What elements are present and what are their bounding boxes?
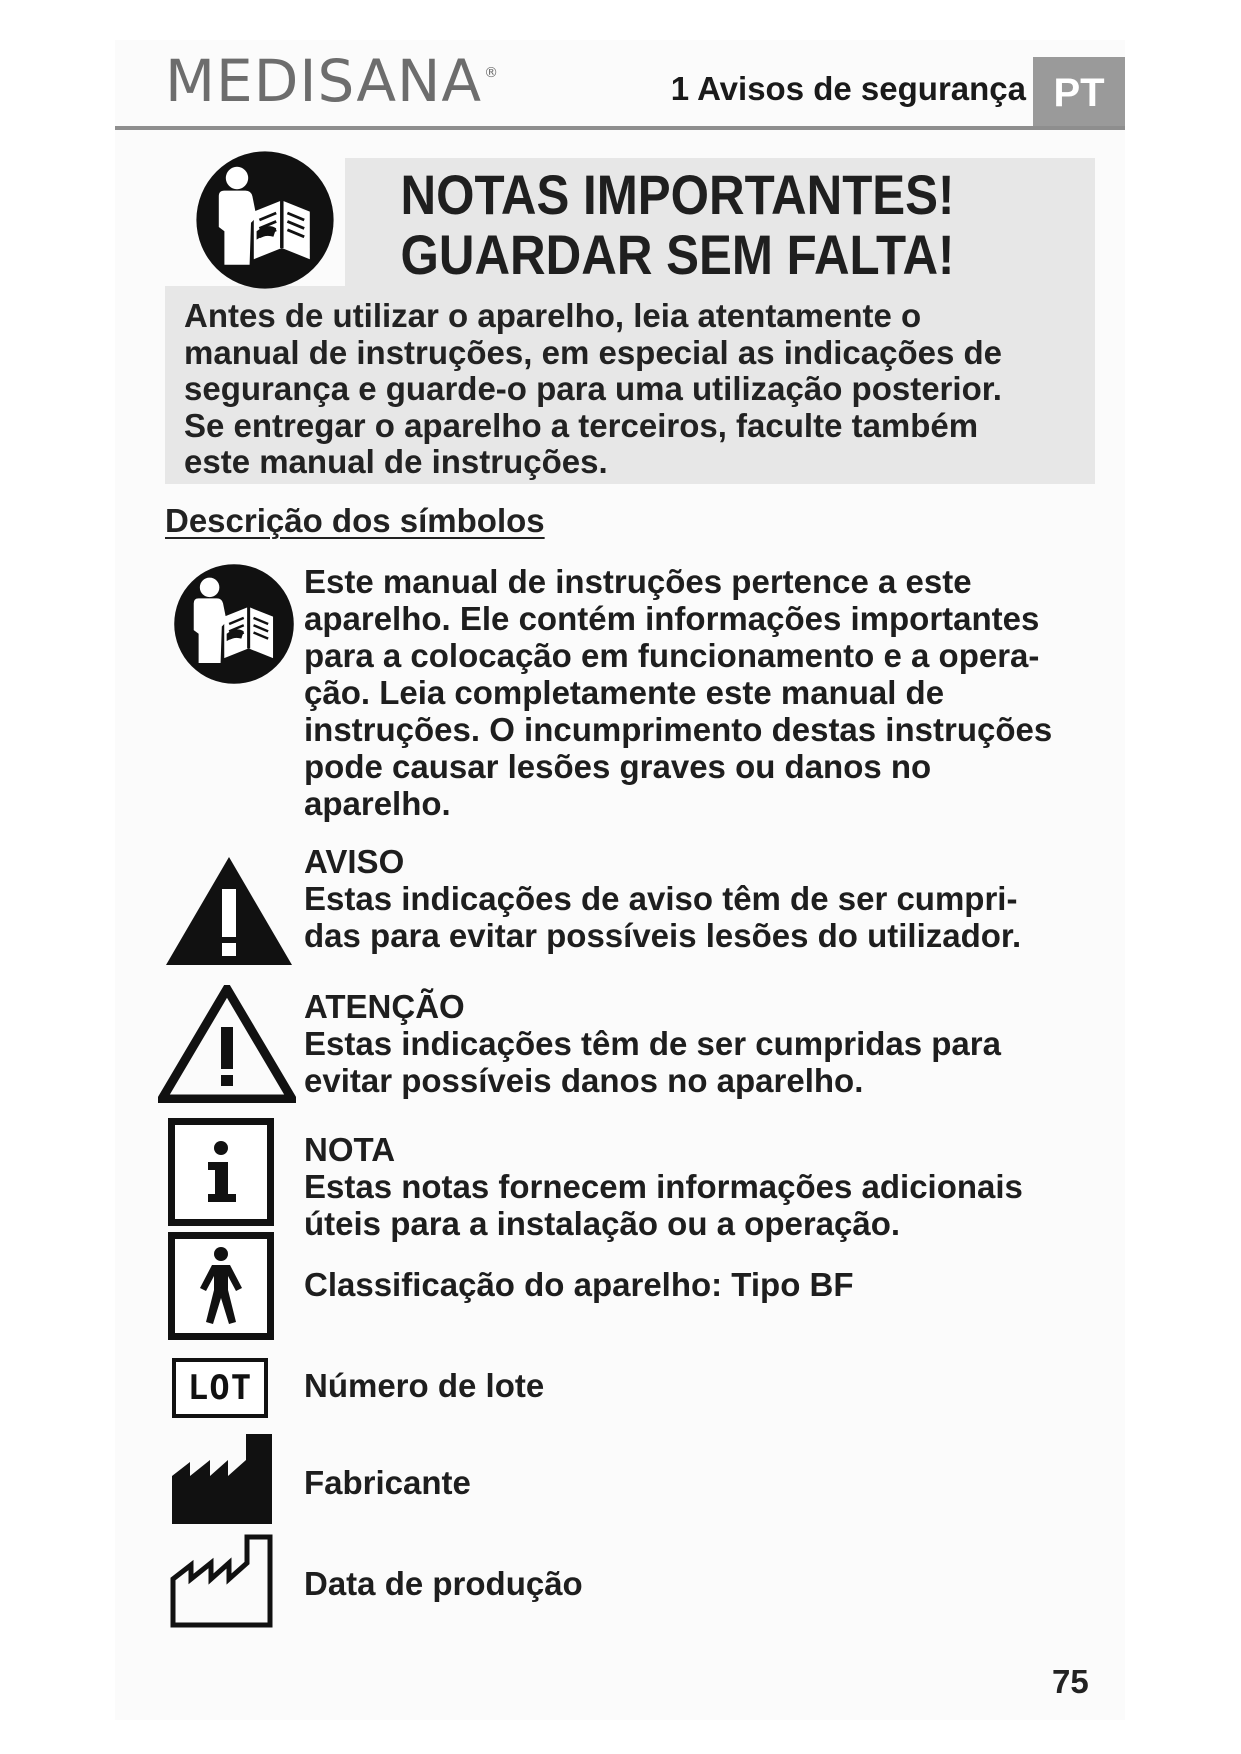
notice-line: este manual de instruções.	[184, 443, 608, 480]
notice-title-line: GUARDAR SEM FALTA!	[400, 223, 955, 286]
info-icon	[168, 1118, 274, 1226]
notice-line: segurança e guarde-o para uma utilização posterior.	[184, 370, 1002, 407]
symbol-description-warning	[304, 843, 1124, 954]
registered-mark: ®	[484, 65, 500, 81]
warning-filled-icon	[164, 855, 294, 967]
symbols-heading: Descrição dos símbolos	[165, 502, 545, 539]
language-tab: PT	[1033, 57, 1125, 130]
description-line: pode causar lesões graves ou danos no	[304, 748, 932, 785]
description-line: evitar possíveis danos no aparelho.	[304, 1062, 864, 1099]
type-bf-icon	[168, 1232, 274, 1340]
notice-title-line: NOTAS IMPORTANTES!	[400, 163, 955, 226]
symbol-description-manual	[304, 563, 1124, 822]
description-line: Estas indicações têm de ser cumpridas para	[304, 1025, 1001, 1062]
description-line: aparelho. Ele contém informações importantes	[304, 600, 1040, 637]
lot-icon-text: LOT	[187, 1368, 253, 1408]
notice-line: Antes de utilizar o aparelho, leia atentamente o	[184, 297, 922, 334]
header-divider	[115, 126, 1125, 130]
symbol-label: AVISO	[304, 843, 405, 880]
description-line: aparelho.	[304, 785, 451, 822]
manufacturer-icon	[170, 1432, 274, 1526]
read-manual-icon	[173, 563, 295, 685]
symbol-label: ATENÇÃO	[304, 988, 465, 1025]
notice-line: Se entregar o aparelho a terceiros, faculte também	[184, 406, 979, 444]
symbol-label: NOTA	[304, 1131, 396, 1168]
brand-logo	[165, 47, 500, 115]
brand-name: MEDISANA	[165, 47, 483, 115]
description-line: instruções. O incumprimento destas instruções	[304, 711, 1053, 748]
description-line: Fabricante	[304, 1464, 471, 1501]
notice-text	[184, 298, 1084, 481]
notice-title	[385, 165, 970, 285]
page-number: 75	[1052, 1663, 1089, 1700]
notice-line: manual de instruções, em especial as indicações de	[184, 333, 1003, 371]
caution-outline-icon	[158, 985, 296, 1103]
description-line: das para evitar possíveis lesões do utilizador.	[304, 917, 1022, 954]
description-line: Estas notas fornecem informações adicionais	[304, 1168, 1023, 1205]
description-line: úteis para a instalação ou a operação.	[304, 1205, 901, 1242]
symbol-description-caution	[304, 988, 1124, 1099]
symbol-description-manufacturer	[304, 1464, 1124, 1501]
symbol-description-lot	[304, 1367, 1124, 1404]
description-line: Classificação do aparelho: Tipo BF	[304, 1266, 854, 1303]
read-manual-icon	[195, 150, 335, 290]
lot-icon	[172, 1358, 268, 1418]
symbol-description-date	[304, 1565, 1124, 1602]
description-line: para a colocação em funcionamento e a opera-	[304, 637, 1040, 674]
symbol-description-note	[304, 1131, 1124, 1242]
description-line: Este manual de instruções pertence a este	[304, 563, 972, 600]
section-title: 1 Avisos de segurança	[670, 70, 1026, 107]
symbol-description-type-bf	[304, 1266, 1124, 1303]
date-of-manufacture-icon	[170, 1533, 274, 1629]
description-line: Número de lote	[304, 1367, 545, 1404]
description-line: Estas indicações de aviso têm de ser cumpri-	[304, 880, 1018, 917]
description-line: Data de produção	[304, 1565, 583, 1602]
description-line: ção. Leia completamente este manual de	[304, 674, 945, 711]
